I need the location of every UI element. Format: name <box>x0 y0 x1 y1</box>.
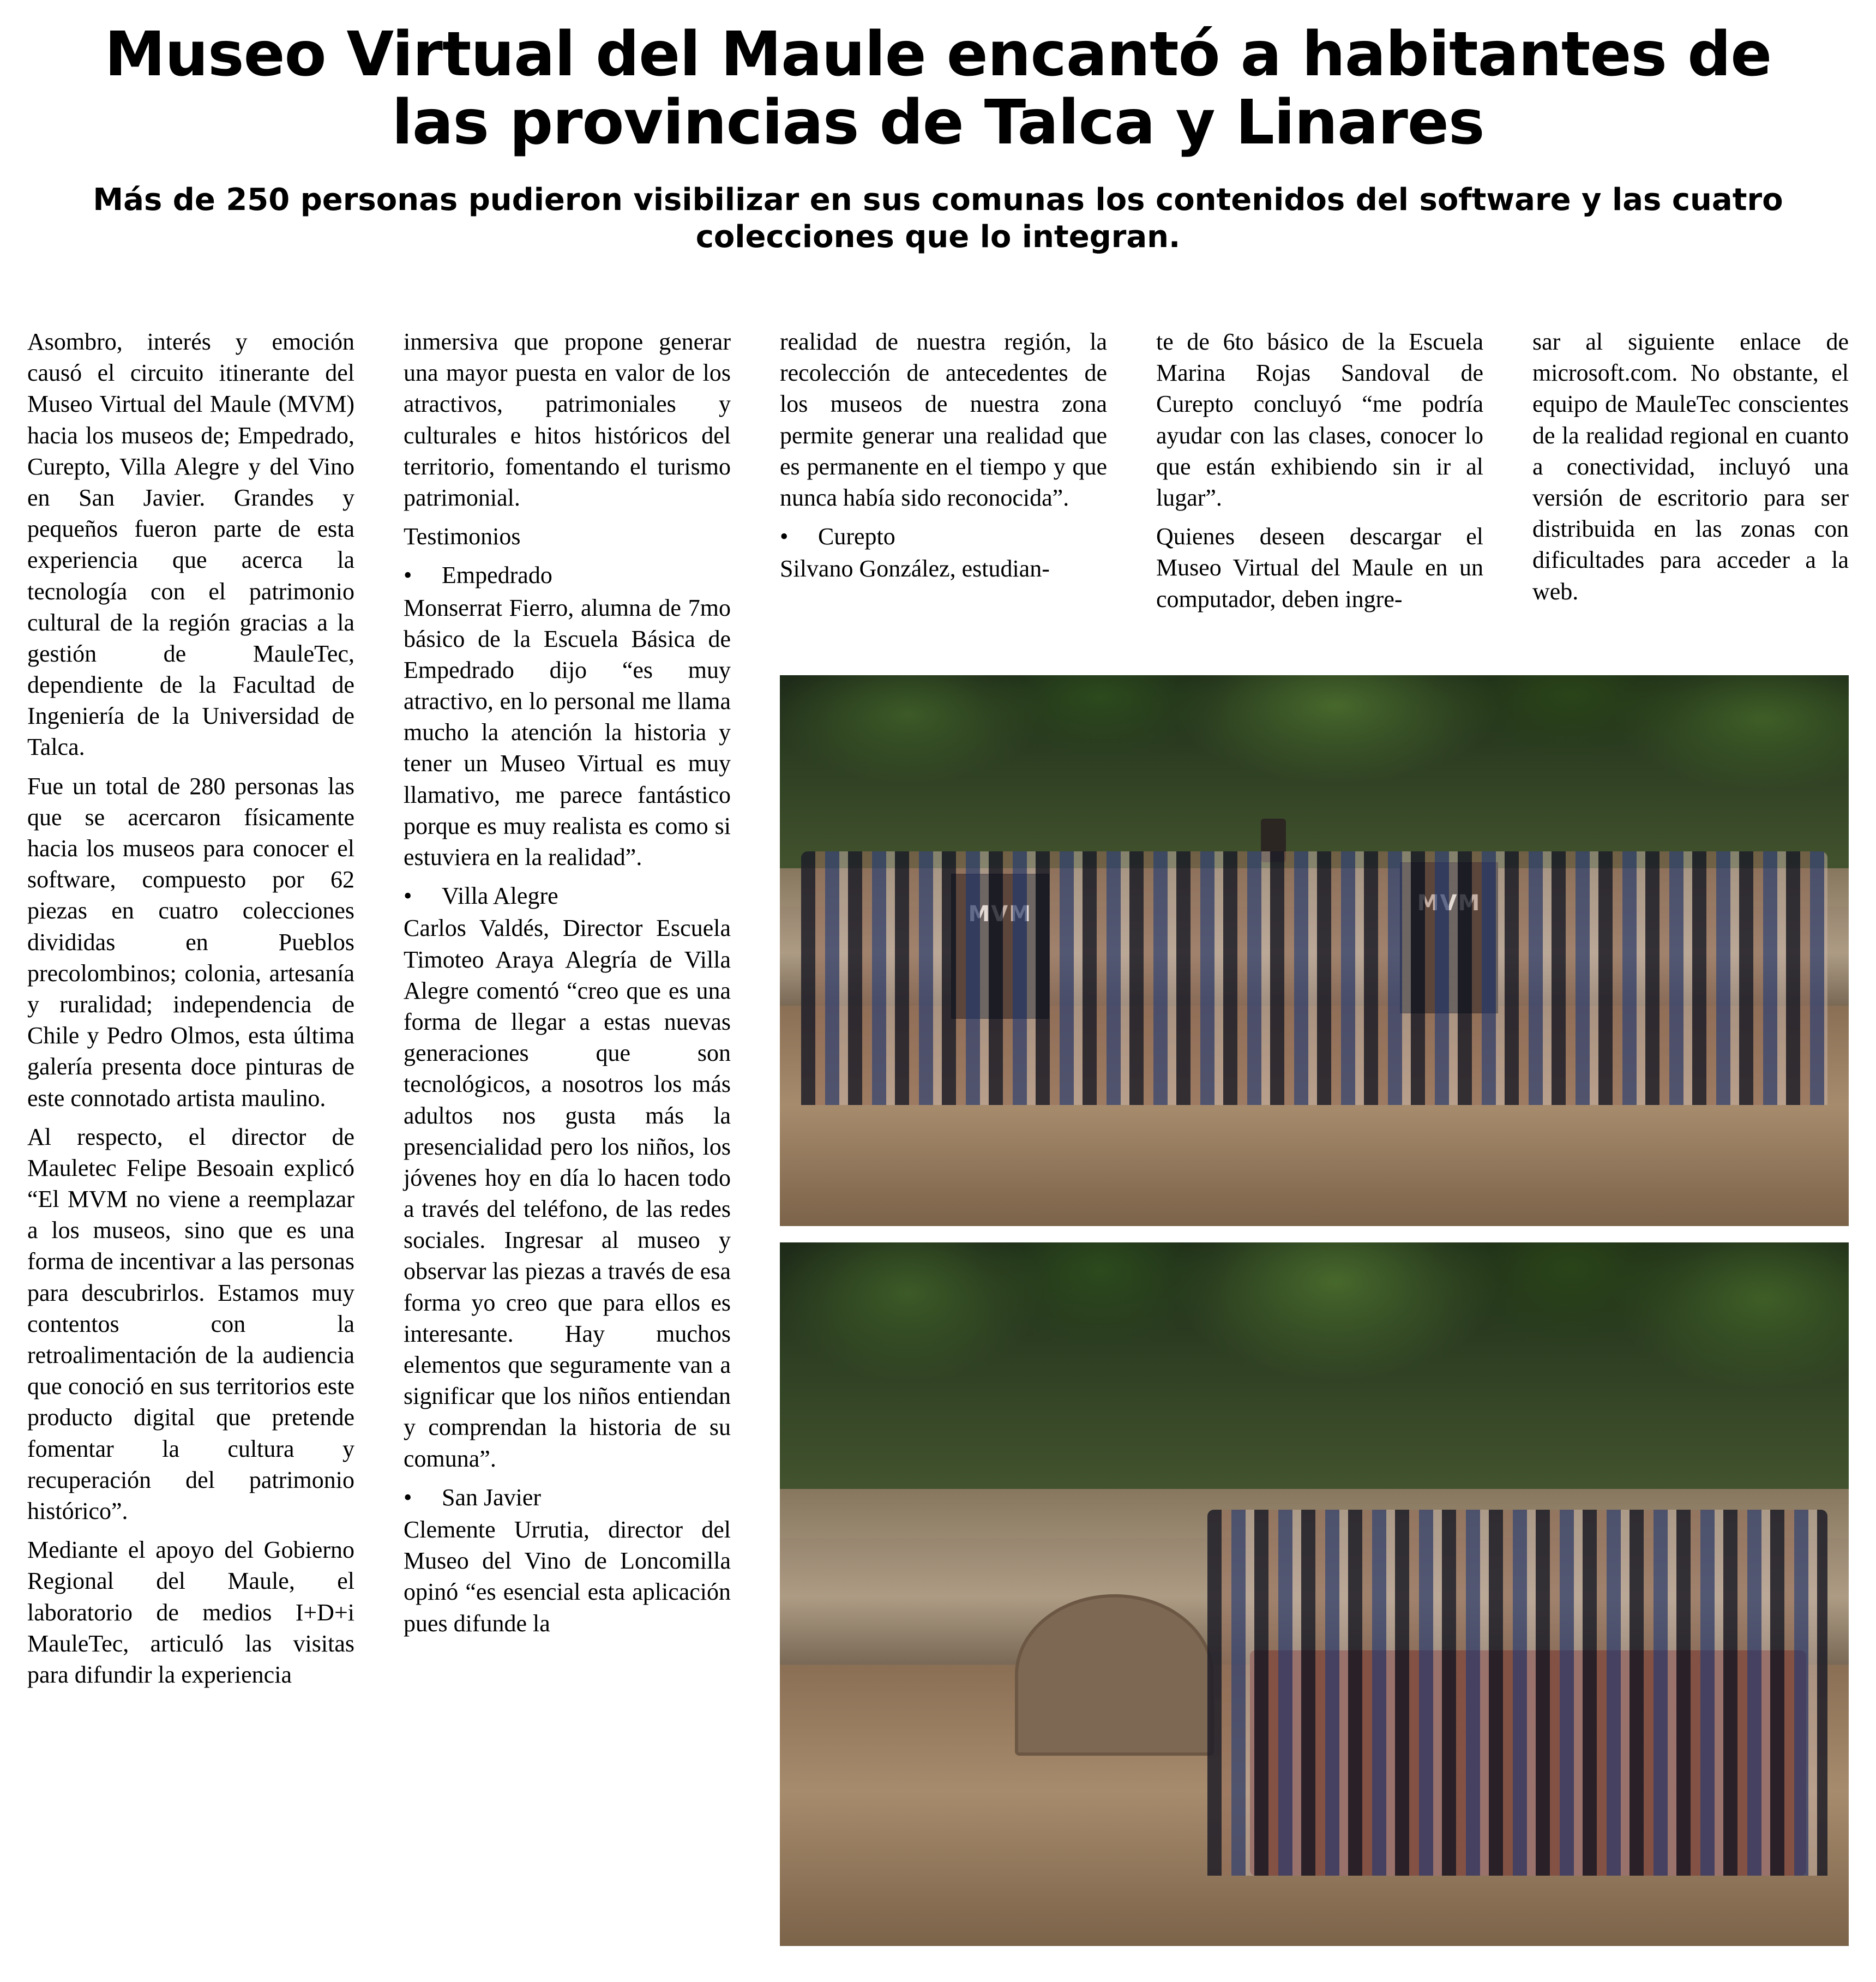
column-4 <box>1156 326 1483 622</box>
paragraph: te de 6to básico de la Escuela Marina Rojas Sandoval de Curepto concluyó “me podría ayudar con las clases, conocer lo que están exhibiendo sin ir al lugar”. <box>1156 328 1483 511</box>
paragraph: Al respecto, el director de Mauletec Felipe Besoain explicó “El MVM no viene a reemplazar a los museos, sino que es una forma de incentivar a las personas para descubrirlos. Estamos muy contentos con la retroalimentación de la audiencia que conoció en sus territorios este producto digital que pretende fomentar la cultura y recuperación del patrimonio histórico”. <box>27 1123 354 1524</box>
bullet-label: Villa Alegre <box>442 882 558 910</box>
photo-group-museum-courtyard <box>780 675 1849 1226</box>
paragraph: Asombro, interés y emoción causó el circuito itinerante del Museo Virtual del Maule (MVM) hacia los museos de; Empedrado, Curepto, Villa Alegre y del Vino en San Javier. Grandes y pequeños fueron parte de esta experiencia que acerca la tecnología con el patrimonio cultural de la región gracias a la gestión de MauleTec, dependiente de la Facultad de Ingeniería de la Universidad de Talca. <box>27 328 354 761</box>
bullet-item-san-javier <box>404 1482 731 1513</box>
column-2 <box>404 326 731 1647</box>
article-body <box>27 326 1849 1962</box>
paragraph: Quienes deseen descargar el Museo Virtual del Maule en un computador, deben ingre- <box>1156 523 1483 612</box>
paragraph: Monserrat Fierro, alumna de 7mo básico de la Escuela Básica de Empedrado dijo “es muy atractivo, en lo personal me llama mucho la atención la historia y tener un Museo Virtual es muy llamativo, me parece fantástico porque es muy realista es como si estuviera en la realidad”. <box>404 594 731 870</box>
bullet-label: Empedrado <box>442 562 552 589</box>
paragraph: sar al siguiente enlace de microsoft.com. No obstante, el equipo de MauleTec conscientes de la realidad regional en cuanto a conectividad, incluyó una versión de escritorio para ser distribuida en las zonas con dificultades para acceder a la web. <box>1532 328 1849 605</box>
newspaper-page <box>0 21 1876 1982</box>
stone-fountain <box>1015 1594 1214 1756</box>
paragraph: Carlos Valdés, Director Escuela Timoteo Araya Alegría de Villa Alegre comentó “creo que es una forma de llegar a estas nuevas generaciones que son tecnológicos, a nosotros los más adultos nos gusta más la presencialidad pero los niños, los jóvenes hoy en día lo hacen todo a través del teléfono, de las redes sociales. Ingresar al museo y observar las piezas a través de esa forma yo creo que para ellos es interesante. Hay muchos elementos que seguramente van a significar que los niños entiendan y comprendan la historia de su comuna”. <box>404 915 731 1472</box>
section-title-testimonios: Testimonios <box>404 523 521 550</box>
bullet-label: San Javier <box>442 1484 542 1511</box>
column-1 <box>27 326 354 1698</box>
paragraph: Clemente Urrutia, director del Museo del Vino de Loncomilla opinó “es esencial esta aplicación pues difunde la <box>404 1516 731 1637</box>
bullet-item-empedrado <box>404 560 731 591</box>
crowd-of-people <box>801 851 1827 1105</box>
bullet-dot: • <box>404 882 412 910</box>
paragraph: inmersiva que propone generar una mayor puesta en valor de los atractivos, patrimoniales y culturales e hitos históricos del territorio, fomentando el turismo patrimonial. <box>404 328 731 511</box>
column-5 <box>1532 326 1849 615</box>
bullet-item-curepto <box>780 521 1107 552</box>
bullet-dot: • <box>404 562 412 589</box>
paragraph: Fue un total de 280 personas las que se acercaron físicamente hacia los museos para conocer el software, compuesto por 62 piezas en cuatro colecciones divididas en Pueblos precolombinos; colonia, artesanía y ruralidad; independencia de Chile y Pedro Olmos, esta última galería presenta doce pinturas de este connotado artista maulino. <box>27 772 354 1112</box>
seated-audience <box>1207 1510 1827 1876</box>
bullet-label: Curepto <box>818 523 895 550</box>
paragraph: Mediante el apoyo del Gobierno Regional del Maule, el laboratorio de medios I+D+i MauleTec, articuló las visitas para difundir la experiencia <box>27 1536 354 1688</box>
page-title: Museo Virtual del Maule encantó a habitantes de las provincias de Talca y Linares <box>104 19 1772 159</box>
paragraph: Silvano González, estudian- <box>780 555 1050 582</box>
photo-presentation-audience <box>780 1242 1849 1946</box>
bullet-dot: • <box>404 1484 412 1511</box>
subheadline: Más de 250 personas pudieron visibilizar en sus comunas los contenidos del software y las cuatro colecciones que lo integran. <box>93 182 1783 255</box>
bullet-item-villa-alegre <box>404 880 731 911</box>
paragraph: realidad de nuestra región, la recolección de antecedentes de los museos de nuestra zona permite generar una realidad que es permanente en el tiempo y que nunca había sido reconocida”. <box>780 328 1107 511</box>
bullet-dot: • <box>780 523 789 550</box>
column-3 <box>780 326 1107 592</box>
vine-canopy <box>780 1242 1849 1524</box>
